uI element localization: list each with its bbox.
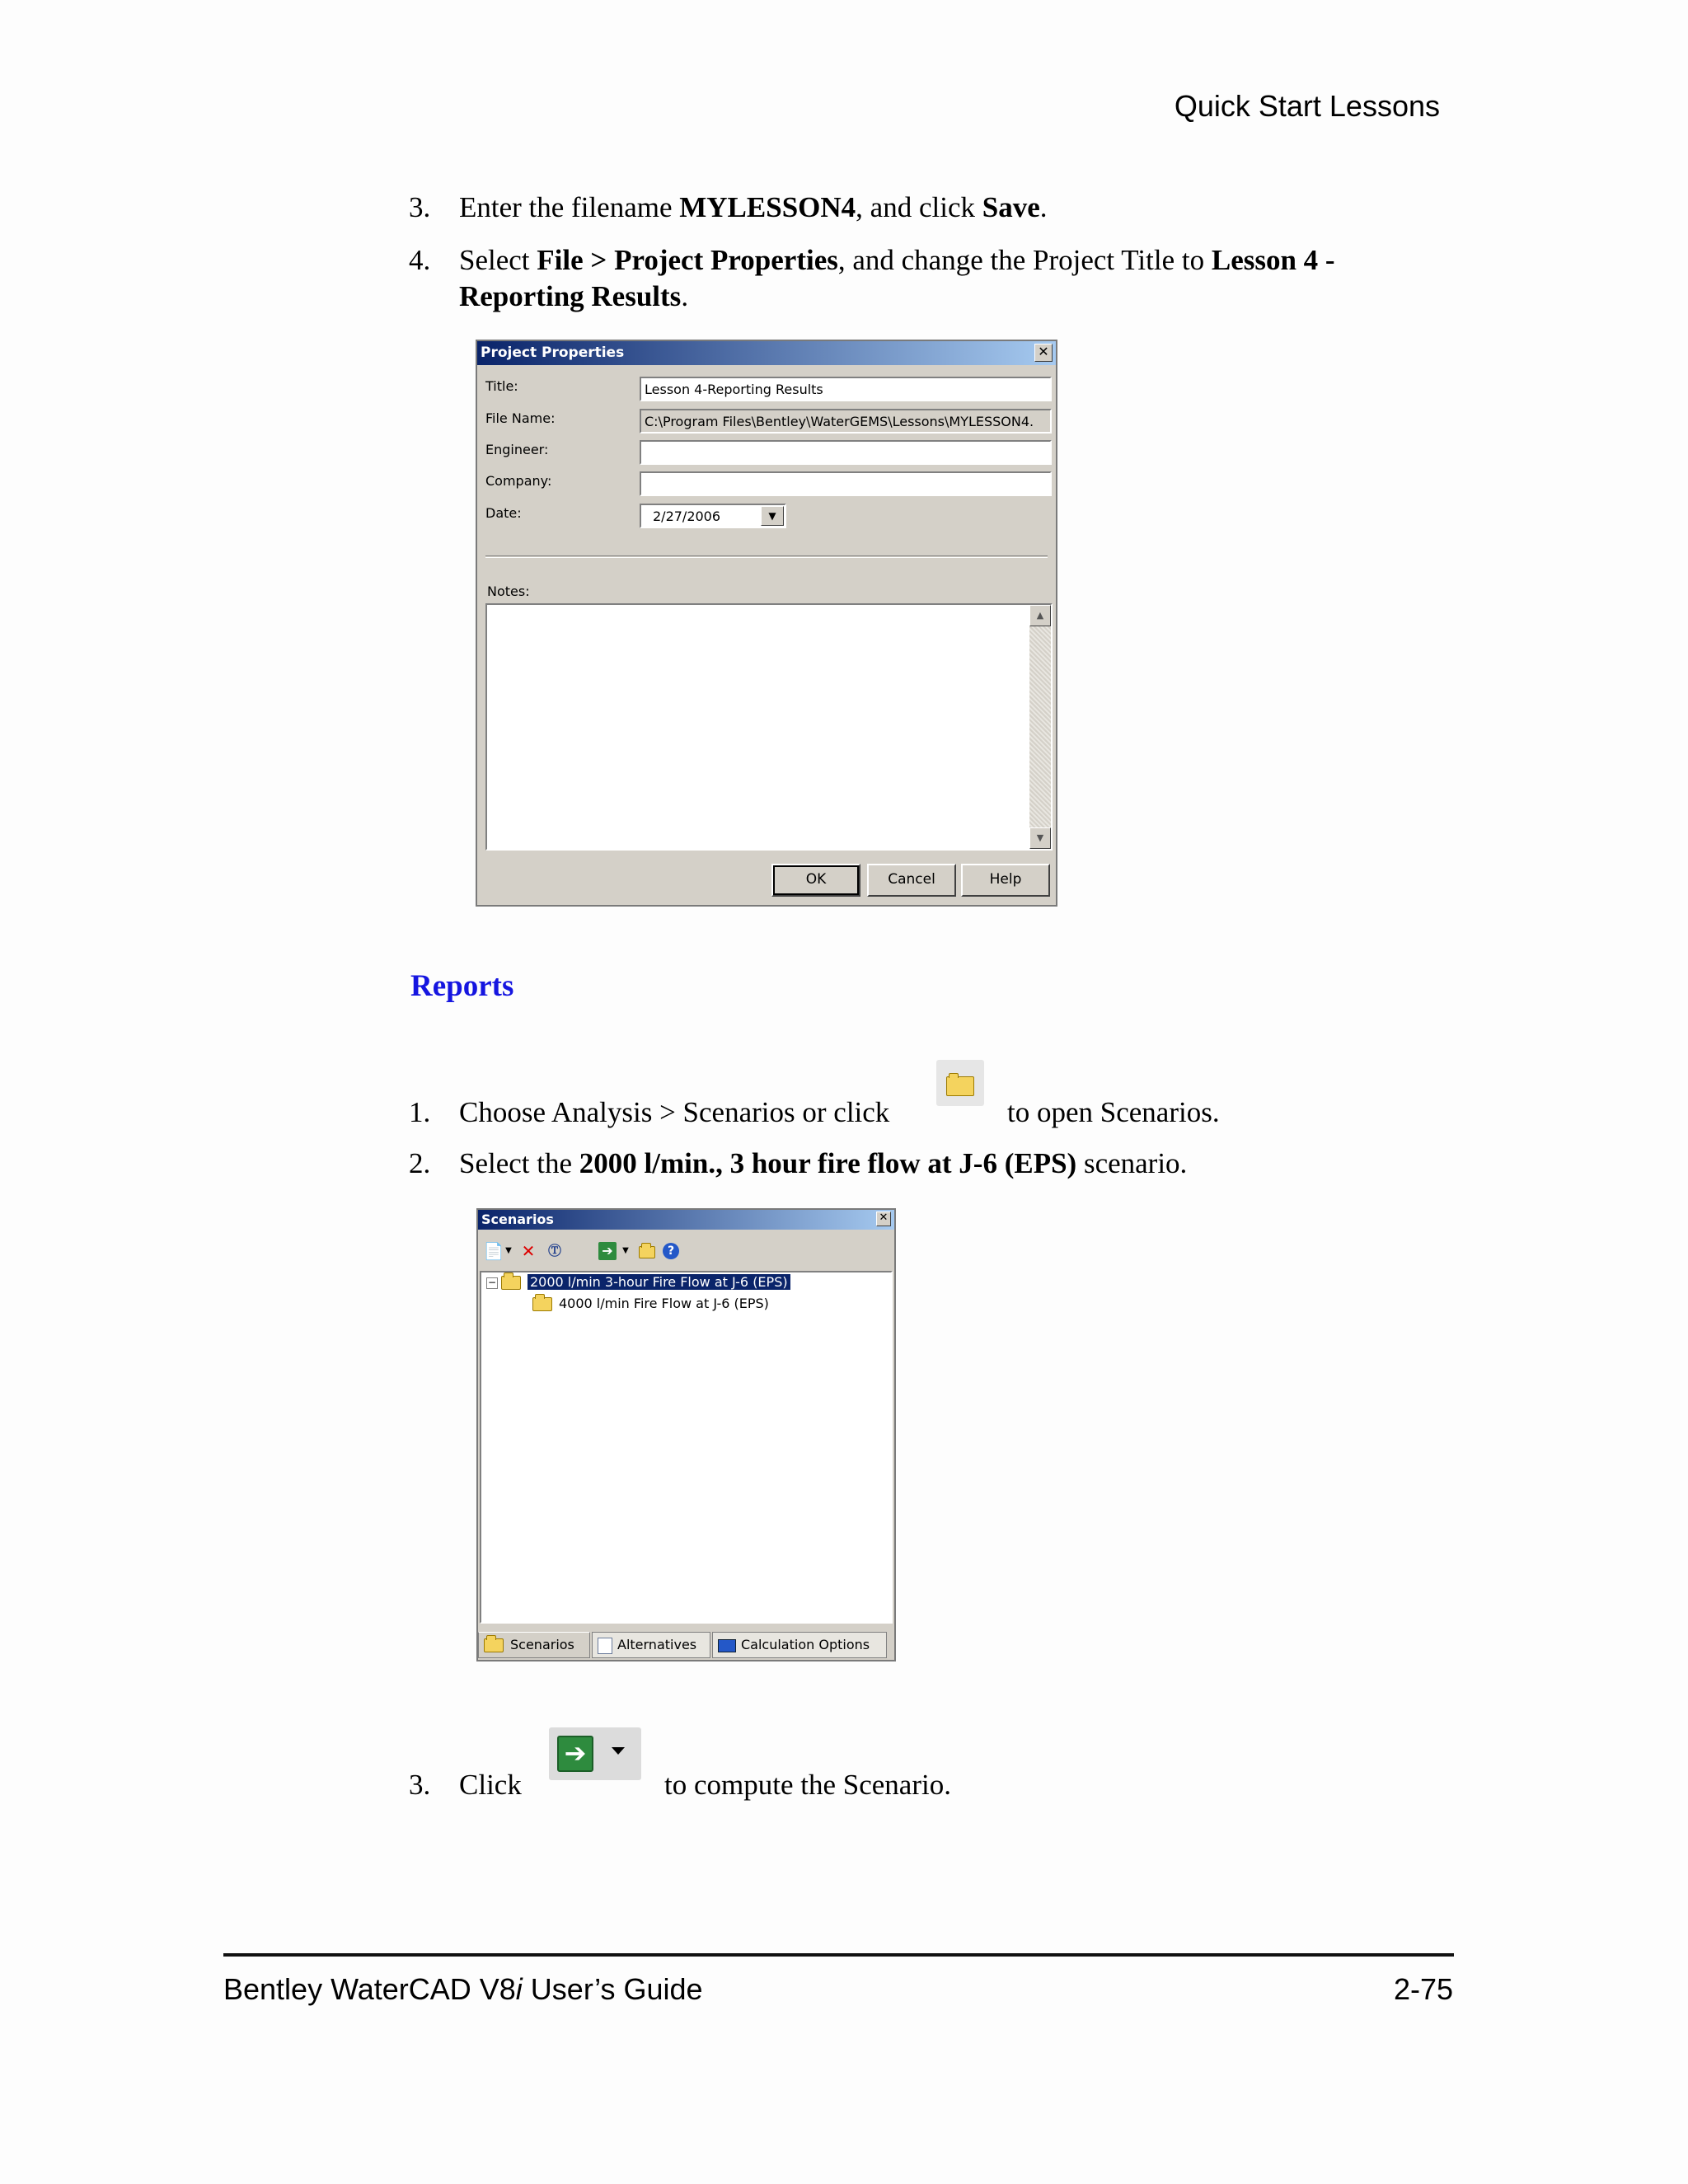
date-picker[interactable]: [640, 504, 786, 528]
window-tabs: [478, 1630, 894, 1660]
tree-item-label: 2000 l/min 3-hour Fire Flow at J-6 (EPS): [528, 1274, 790, 1290]
page-number: 2-75: [1393, 1972, 1453, 2006]
step-text: Choose Analysis > Scenarios or click: [459, 1096, 890, 1128]
filename-label: File Name:: [485, 410, 556, 426]
delete-icon[interactable]: ✕: [521, 1241, 536, 1261]
scenario-tree: [480, 1271, 893, 1624]
step-text: Enter the filename MYLESSON4, and click Save.: [459, 191, 1048, 223]
scroll-up-icon[interactable]: ▲: [1029, 605, 1051, 626]
step-number: 3.: [409, 191, 431, 223]
folder-icon: [484, 1638, 504, 1652]
make-current-icon[interactable]: [636, 1240, 658, 1262]
chevron-down-icon[interactable]: ▼: [761, 506, 784, 526]
notes-scrollbar[interactable]: [1029, 605, 1051, 849]
dropdown-arrow-icon: [612, 1747, 625, 1755]
dialog-title: Project Properties: [477, 341, 1056, 365]
close-icon[interactable]: ✕: [1034, 344, 1053, 362]
help-button[interactable]: Help: [961, 864, 1050, 897]
notes-textarea[interactable]: [485, 603, 1053, 851]
company-label: Company:: [485, 473, 552, 489]
step-number: 4.: [409, 244, 431, 276]
step-number: 3.: [409, 1769, 431, 1801]
scenarios-button: [936, 1060, 984, 1106]
step-number: 2.: [409, 1147, 431, 1179]
title-label: Title:: [485, 378, 518, 394]
tab-scenarios[interactable]: Scenarios: [478, 1632, 590, 1658]
step-text-suffix: to compute the Scenario.: [664, 1769, 951, 1801]
folder-icon: [501, 1276, 521, 1290]
folder-icon: [946, 1076, 974, 1096]
alternatives-icon: [598, 1638, 612, 1654]
chevron-down-icon[interactable]: ▼: [622, 1246, 629, 1255]
rename-icon[interactable]: Ⓣ: [547, 1243, 561, 1258]
tree-item[interactable]: [486, 1274, 790, 1290]
close-icon[interactable]: ✕: [876, 1212, 891, 1226]
compute-arrow-icon: ➔: [557, 1736, 593, 1772]
footer-guide-title: Bentley WaterCAD V8i User’s Guide: [223, 1972, 703, 2006]
tree-item-label: 4000 l/min Fire Flow at J-6 (EPS): [559, 1296, 769, 1311]
new-icon[interactable]: 📄: [483, 1241, 504, 1261]
window-title: Scenarios: [478, 1210, 894, 1230]
calculation-options-icon: [718, 1639, 736, 1652]
section-heading-reports: Reports: [410, 969, 514, 1003]
scroll-down-icon[interactable]: ▼: [1029, 827, 1051, 849]
tab-alternatives[interactable]: Alternatives: [592, 1632, 710, 1658]
step-text-suffix: to open Scenarios.: [1007, 1096, 1220, 1128]
engineer-label: Engineer:: [485, 442, 549, 457]
footer-rule: [223, 1953, 1454, 1957]
title-field[interactable]: Lesson 4-Reporting Results: [640, 377, 1052, 401]
chevron-down-icon[interactable]: ▼: [505, 1246, 512, 1255]
notes-label: Notes:: [487, 583, 530, 599]
engineer-field[interactable]: [640, 440, 1052, 465]
filename-field: C:\Program Files\Bentley\WaterGEMS\Lessons\MYLESSON4.: [640, 409, 1052, 434]
ok-button[interactable]: OK: [771, 864, 860, 897]
divider: [485, 555, 1048, 558]
date-label: Date:: [485, 505, 522, 521]
step-text: Select the 2000 l/min., 3 hour fire flow at J-6 (EPS) scenario.: [459, 1147, 1188, 1179]
step-number: 1.: [409, 1096, 431, 1128]
tab-calculation-options[interactable]: Calculation Options: [712, 1632, 887, 1658]
folder-icon: [532, 1297, 552, 1311]
running-header: Quick Start Lessons: [1174, 89, 1440, 123]
date-value: 2/27/2006: [653, 509, 721, 524]
cancel-button[interactable]: Cancel: [867, 864, 956, 897]
scenarios-window: [476, 1208, 896, 1661]
step-text: Select File > Project Properties, and change the Project Title to Lesson 4 - Reporting Results.: [459, 244, 1335, 312]
step-text: Click: [459, 1769, 522, 1801]
tree-item[interactable]: [532, 1296, 769, 1311]
project-properties-dialog: [476, 340, 1057, 907]
collapse-icon[interactable]: −: [487, 1276, 497, 1288]
compute-button: [549, 1727, 641, 1780]
company-field[interactable]: [640, 471, 1052, 496]
compute-arrow-icon[interactable]: ➔: [598, 1242, 617, 1260]
help-icon[interactable]: ?: [663, 1243, 679, 1259]
